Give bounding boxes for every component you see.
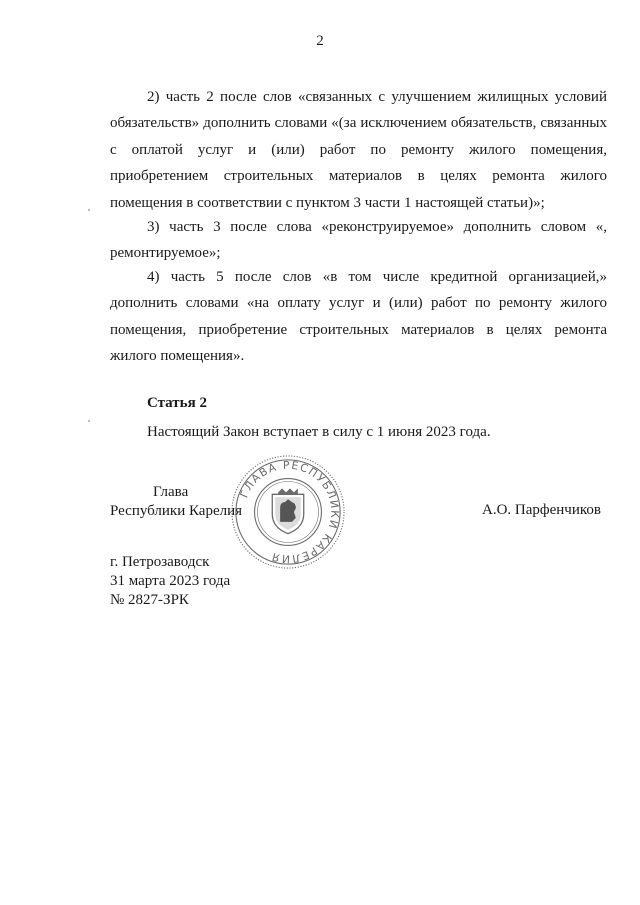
signing-place-block [110,553,230,610]
page-number: 2 [316,33,324,49]
amendment-item-2: 2) часть 2 после слов «связанных с улучшением жилищных условий обязательств» дополнить словами «(за исключением обязательств, связанных с оплатой услуг и (или) работ по ремонту жилого помещения, приобретением строительных материалов в целях ремонта жилого помещения в соответствии с пунктом 3 части 1 настоящей статьи)»; [110,89,607,211]
signatory-name: А.О. Парфенчиков [482,502,601,518]
scan-dot [88,420,90,422]
signatory-title-line2: Республики Карелия [110,503,243,519]
signatory-title-line1: Глава [153,484,189,500]
signatory-title [110,483,242,521]
article-heading: Статья 2 [147,395,207,411]
signing-date: 31 марта 2023 года [110,573,231,589]
official-seal [229,453,347,571]
signing-city: г. Петрозаводск [110,554,210,570]
article-text: Настоящий Закон вступает в силу с 1 июня 2023 года. [147,424,491,440]
amendment-item-4: 4) часть 5 после слов «в том числе кредитной организацией,» дополнить словами «на оплату услуг и (или) работ по ремонту жилого помещения, приобретение строительных материалов в целях ремонта жилого помещения». [110,269,607,365]
law-number: № 2827-ЗРК [110,592,189,608]
seal-ring-text: ГЛАВА РЕСПУБЛИКИ КАРЕЛИЯ [237,458,342,566]
amendment-item-3: 3) часть 3 после слова «реконструируемое» дополнить словом «, ремонтируемое»; [110,219,607,262]
coat-of-arms-icon [272,488,303,533]
scan-dot [88,209,90,211]
